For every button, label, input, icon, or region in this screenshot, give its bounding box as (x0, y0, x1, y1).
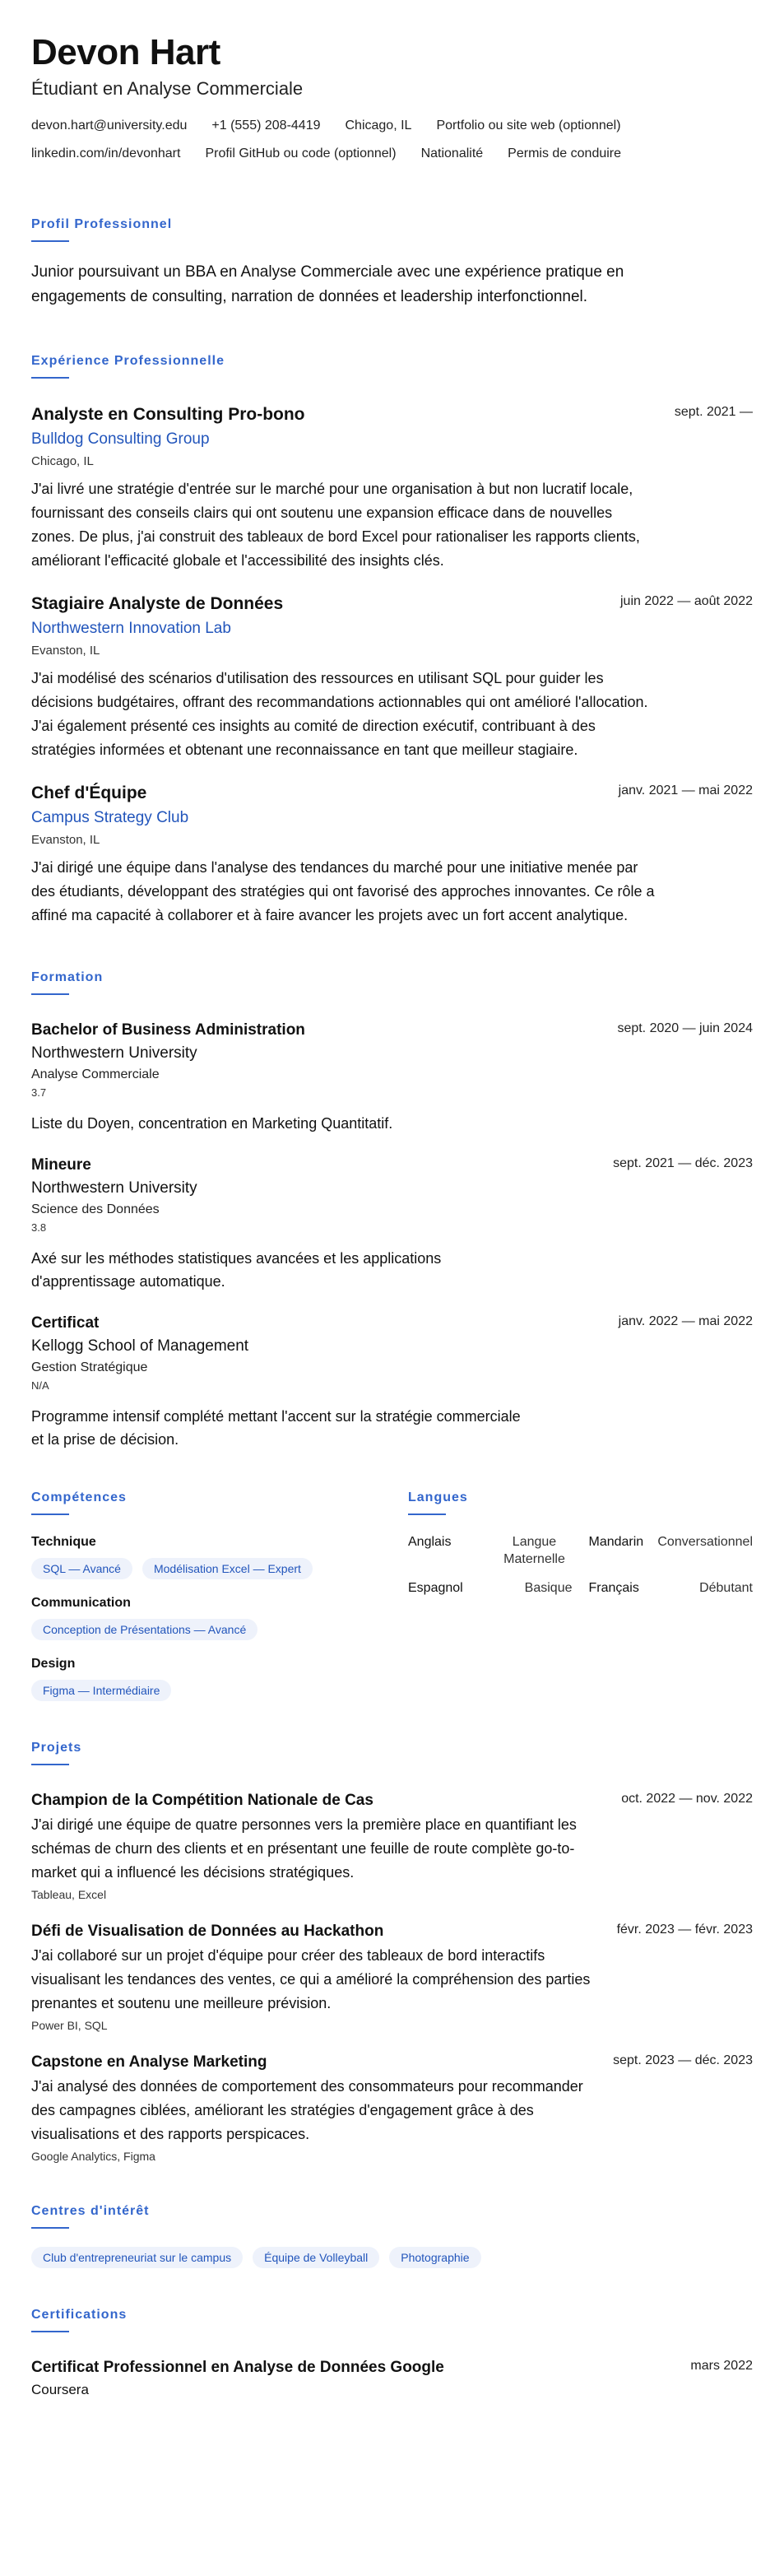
section-divider (31, 240, 69, 242)
skill-chips (31, 1680, 408, 1701)
language-item (408, 1579, 573, 1597)
project-title: Capstone en Analyse Marketing (31, 2053, 267, 2071)
language-name: Anglais (408, 1535, 452, 1549)
project-description: J'ai analysé des données de comportement des consommateurs pour recommander des campagnes ciblées, améliorant les stratégies d'engagement grâce à des visualisations et des rapports perspicaces. (31, 2078, 583, 2142)
company-name: Bulldog Consulting Group (31, 430, 210, 448)
resume-page (31, 31, 753, 2400)
company-name: Northwestern Innovation Lab (31, 620, 231, 637)
section-divider (31, 1764, 69, 1765)
interest-chips (31, 2247, 753, 2268)
project-date: févr. 2023 — févr. 2023 (616, 1923, 753, 1937)
gpa-value: 3.8 (31, 1221, 47, 1234)
candidate-name: Devon Hart (31, 32, 220, 72)
degree-name: Bachelor of Business Administration (31, 1021, 305, 1039)
section-divider (408, 1514, 446, 1515)
language-level: Conversationnel (657, 1535, 753, 1549)
contact-phone[interactable]: +1 (555) 208-4419 (211, 119, 321, 133)
certification-title: Certificat Professionnel en Analyse de Données Google (31, 2359, 444, 2376)
project-entry (31, 1790, 753, 1903)
interests-section (31, 2202, 753, 2268)
contact-portfolio[interactable]: Portfolio ou site web (optionnel) (436, 119, 621, 133)
skill-category-name: Communication (31, 1596, 131, 1610)
section-divider (31, 377, 69, 379)
degree-name: Certificat (31, 1314, 100, 1332)
company-name: Campus Strategy Club (31, 809, 189, 826)
language-item (589, 1579, 754, 1597)
project-entry (31, 2052, 753, 2164)
project-technologies: Google Analytics, Figma (31, 2150, 155, 2163)
skill-chips (31, 1558, 408, 1579)
experience-entry (31, 593, 753, 762)
skills-section (31, 1489, 408, 1701)
profile-summary: Junior poursuivant un BBA en Analyse Commerciale avec une expérience pratique en engagements de consulting, narration de données et leadership interfonctionnel. (31, 263, 624, 305)
project-description: J'ai dirigé une équipe de quatre personnes vers la première place en quantifiant les schémas de churn des clients et en présentant une feuille de route complète go-to-market qui a influencé les décisions stratégiques. (31, 1816, 577, 1881)
contact-linkedin[interactable]: linkedin.com/in/devonhart (31, 146, 181, 160)
section-divider (31, 2331, 69, 2332)
languages-section (408, 1489, 753, 1701)
education-entry (31, 1313, 753, 1451)
section-title-education: Formation (31, 970, 104, 984)
language-name: Mandarin (588, 1535, 644, 1549)
skill-chip: Modélisation Excel — Expert (142, 1558, 313, 1579)
experience-date: sept. 2021 — (674, 405, 753, 419)
project-date: sept. 2023 — déc. 2023 (613, 2053, 753, 2067)
skill-category (31, 1655, 408, 1701)
section-title-skills: Compétences (31, 1490, 127, 1504)
experience-section (31, 352, 753, 928)
job-description: J'ai modélisé des scénarios d'utilisation des ressources en utilisant SQL pour guider les décisions budgétaires, offrant des recommandations actionnables qui ont amélioré l'allocation. J'ai également présenté ces insights au comité de direction exécutif, contribuant à des stratégies informées et obtenant une reconnaissance en tant que meilleur stagiaire. (31, 670, 648, 758)
project-title: Champion de la Compétition Nationale de Cas (31, 1792, 373, 1809)
job-title: Analyste en Consulting Pro-bono (31, 405, 305, 424)
language-item (408, 1533, 573, 1568)
skill-category (31, 1533, 408, 1579)
project-technologies: Tableau, Excel (31, 1888, 107, 1901)
project-technologies: Power BI, SQL (31, 2019, 108, 2032)
language-level: Débutant (699, 1581, 753, 1595)
language-name: Espagnol (408, 1581, 463, 1595)
certification-entry (31, 2357, 753, 2400)
interest-chip: Club d'entrepreneuriat sur le campus (31, 2247, 243, 2268)
language-level: Langue Maternelle (503, 1535, 565, 1566)
section-divider (31, 2227, 69, 2229)
section-title-languages: Langues (408, 1490, 468, 1504)
field-of-study: Gestion Stratégique (31, 1360, 148, 1374)
gpa-value: N/A (31, 1379, 49, 1392)
job-title: Chef d'Équipe (31, 783, 147, 802)
candidate-subtitle: Étudiant en Analyse Commerciale (31, 78, 304, 99)
experience-date: janv. 2021 — mai 2022 (618, 783, 753, 797)
certifications-section (31, 2306, 753, 2400)
language-item (589, 1533, 754, 1568)
skill-chips (31, 1619, 408, 1640)
education-description: Programme intensif complété mettant l'accent sur la stratégie commerciale et la prise de décision. (31, 1408, 521, 1448)
contact-github[interactable]: Profil GitHub ou code (optionnel) (205, 146, 397, 160)
skill-chip: SQL — Avancé (31, 1558, 132, 1579)
education-entry (31, 1020, 753, 1135)
job-description: J'ai livré une stratégie d'entrée sur le marché pour une organisation à but non lucratif locale, fournissant des conseils clairs qui ont soutenu une expansion efficace dans de nouvelles zones. De plus, j'ai construit des tableaux de bord Excel pour rationaliser les rapports clients, améliorant l'efficacité globale et l'accessibilité des insights clés. (31, 481, 640, 569)
job-description: J'ai dirigé une équipe dans l'analyse des tendances du marché pour une initiative menée par des étudiants, développant des stratégies qui ont favorisé des approches innovantes. Ce rôle a affiné ma capacité à collaborer et à faire avancer les projets avec un fort accent analytique. (31, 859, 655, 923)
school-name: Northwestern University (31, 1179, 197, 1197)
section-title-interests: Centres d'intérêt (31, 2204, 150, 2218)
language-level: Basique (524, 1581, 573, 1595)
gpa-value: 3.7 (31, 1086, 47, 1099)
resume-header (31, 31, 753, 163)
contact-email[interactable]: devon.hart@university.edu (31, 119, 188, 133)
section-title-projects: Projets (31, 1741, 82, 1755)
education-description: Axé sur les méthodes statistiques avancées et les applications d'apprentissage automatique. (31, 1250, 442, 1290)
section-title-profile: Profil Professionnel (31, 217, 173, 231)
interest-chip: Photographie (389, 2247, 480, 2268)
project-entry (31, 1921, 753, 2034)
education-date: sept. 2021 — déc. 2023 (613, 1156, 753, 1170)
job-location: Evanston, IL (31, 644, 100, 658)
job-location: Chicago, IL (31, 454, 94, 468)
contact-location: Chicago, IL (345, 119, 412, 133)
job-title: Stagiaire Analyste de Données (31, 594, 284, 613)
contact-list (31, 117, 739, 163)
education-date: janv. 2022 — mai 2022 (618, 1314, 753, 1328)
field-of-study: Science des Données (31, 1202, 160, 1216)
job-location: Evanston, IL (31, 833, 100, 847)
school-name: Northwestern University (31, 1044, 197, 1062)
education-entry (31, 1155, 753, 1293)
skill-chip: Conception de Présentations — Avancé (31, 1619, 257, 1640)
education-date: sept. 2020 — juin 2024 (617, 1021, 753, 1035)
certification-date: mars 2022 (690, 2359, 753, 2373)
section-divider (31, 993, 69, 995)
skill-category-name: Design (31, 1657, 76, 1671)
experience-date: juin 2022 — août 2022 (619, 594, 753, 608)
section-title-certifications: Certifications (31, 2308, 128, 2322)
skill-chip: Figma — Intermédiaire (31, 1680, 171, 1701)
section-title-experience: Expérience Professionnelle (31, 354, 225, 368)
degree-name: Mineure (31, 1156, 91, 1174)
contact-nationality: Nationalité (420, 146, 484, 160)
education-description: Liste du Doyen, concentration en Marketing Quantitatif. (31, 1115, 393, 1132)
project-date: oct. 2022 — nov. 2022 (621, 1792, 753, 1806)
certification-issuer: Coursera (31, 2382, 89, 2397)
project-description: J'ai collaboré sur un projet d'équipe pour créer des tableaux de bord interactifs visualisant les tendances des ventes, ce qui a amélioré la compréhension des parties prenantes et soutenu une meilleure prévision. (31, 1947, 591, 2011)
profile-section (31, 216, 753, 309)
interest-chip: Équipe de Volleyball (253, 2247, 379, 2268)
project-title: Défi de Visualisation de Données au Hackathon (31, 1923, 384, 1940)
field-of-study: Analyse Commerciale (31, 1067, 160, 1081)
language-list (408, 1533, 753, 1597)
experience-entry (31, 403, 753, 573)
school-name: Kellogg School of Management (31, 1337, 249, 1355)
skill-category (31, 1594, 408, 1640)
skills-languages-row (31, 1489, 753, 1701)
projects-section (31, 1739, 753, 2164)
language-name: Français (588, 1581, 639, 1595)
experience-entry (31, 782, 753, 928)
skill-category-name: Technique (31, 1535, 96, 1549)
contact-driving-license: Permis de conduire (508, 146, 622, 160)
section-divider (31, 1514, 69, 1515)
education-section (31, 969, 753, 1451)
